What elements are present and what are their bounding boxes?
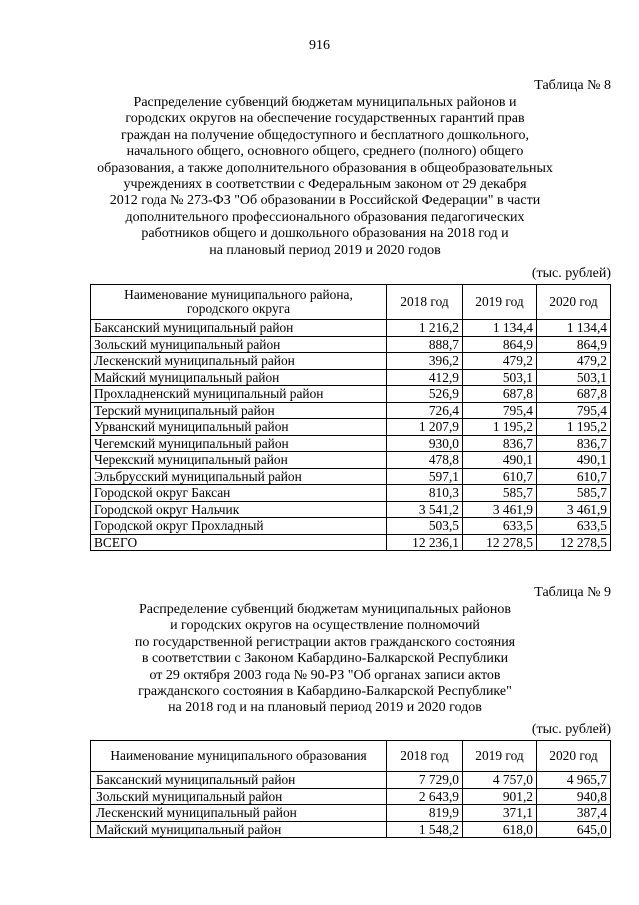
- cell-value: 940,8: [537, 788, 611, 805]
- table-row: [91, 336, 611, 353]
- cell-value: 864,9: [537, 336, 611, 353]
- cell-value: 12 278,5: [537, 534, 611, 551]
- table-row: [91, 821, 611, 838]
- cell-name: Терский муниципальный район: [91, 402, 387, 419]
- cell-value: 836,7: [463, 435, 537, 452]
- cell-value: 930,0: [387, 435, 463, 452]
- title-line: Распределение субвенций бюджетам муниципальных районов и: [133, 95, 517, 110]
- cell-value: 4 965,7: [537, 772, 611, 789]
- table-header-row: [91, 741, 611, 772]
- cell-value: 726,4: [387, 402, 463, 419]
- cell-value: 387,4: [537, 805, 611, 822]
- table-8-unit: (тыс. рублей): [531, 266, 611, 281]
- table-9-title: [60, 602, 590, 717]
- cell-value: 618,0: [463, 821, 537, 838]
- table-row: [91, 452, 611, 469]
- table-row: [91, 320, 611, 337]
- cell-value: 810,3: [387, 485, 463, 502]
- cell-value: 12 278,5: [463, 534, 537, 551]
- page-number: 916: [309, 38, 330, 53]
- title-line: начального общего, основного общего, среднего (полного) общего: [126, 144, 524, 160]
- cell-value: 526,9: [387, 386, 463, 403]
- title-line: работников общего и дошкольного образования на 2018 год и: [141, 226, 509, 242]
- cell-name: Майский муниципальный район: [91, 369, 387, 386]
- cell-name: Прохладненский муниципальный район: [91, 386, 387, 403]
- cell-value: 3 541,2: [387, 501, 463, 518]
- cell-value: 687,8: [537, 386, 611, 403]
- table-row: [91, 386, 611, 403]
- title-line: 2012 года № 273-ФЗ "Об образовании в Российской Федерации" в части: [109, 193, 541, 209]
- cell-value: 396,2: [387, 353, 463, 370]
- table-8-title: [60, 95, 590, 259]
- title-line: по государственной регистрации актов гражданского состояния: [134, 634, 516, 650]
- table-9-label: Таблица № 9: [534, 585, 611, 600]
- cell-name: Зольский муниципальный район: [91, 336, 387, 353]
- cell-name: ВСЕГО: [91, 534, 387, 551]
- column-header-2018: 2018 год: [387, 741, 463, 772]
- cell-value: 633,5: [537, 518, 611, 535]
- table-row: [91, 402, 611, 419]
- table-row: [91, 468, 611, 485]
- table-row: [91, 419, 611, 436]
- cell-value: 610,7: [537, 468, 611, 485]
- title-line: дополнительного профессионального образования педагогических: [125, 209, 525, 225]
- table-row: [91, 772, 611, 789]
- title-line: в соответствии с Законом Кабардино-Балкарской Республики: [141, 651, 509, 667]
- table-header-row: [91, 285, 611, 320]
- cell-name: Баксанский муниципальный район: [91, 320, 387, 337]
- cell-value: 610,7: [463, 468, 537, 485]
- table-row: [91, 518, 611, 535]
- cell-name: Урванский муниципальный район: [91, 419, 387, 436]
- cell-name: Лескенский муниципальный район: [91, 805, 387, 822]
- table-row: [91, 353, 611, 370]
- cell-value: 585,7: [537, 485, 611, 502]
- cell-name: Чегемский муниципальный район: [91, 435, 387, 452]
- cell-value: 1 195,2: [537, 419, 611, 436]
- cell-value: 490,1: [463, 452, 537, 469]
- cell-value: 2 643,9: [387, 788, 463, 805]
- cell-value: 687,8: [463, 386, 537, 403]
- cell-value: 597,1: [387, 468, 463, 485]
- column-header-name: Наименование муниципального района, городского округа: [91, 285, 387, 320]
- title-line: Распределение субвенций бюджетам муниципальных районов: [139, 602, 511, 617]
- cell-value: 1 134,4: [463, 320, 537, 337]
- cell-value: 585,7: [463, 485, 537, 502]
- column-header-2020: 2020 год: [537, 741, 611, 772]
- title-line: гражданского состояния в Кабардино-Балкарской Республике": [138, 684, 512, 700]
- cell-value: 888,7: [387, 336, 463, 353]
- table-9-unit: (тыс. рублей): [531, 722, 611, 737]
- cell-value: 864,9: [463, 336, 537, 353]
- cell-value: 633,5: [463, 518, 537, 535]
- title-line: образования, а также дополнительного образования в общеобразовательных: [97, 160, 553, 176]
- column-header-2019: 2019 год: [463, 741, 537, 772]
- cell-value: 1 216,2: [387, 320, 463, 337]
- title-line: на 2018 год и на плановый период 2019 и 2020 годов: [168, 700, 482, 716]
- table-8: [90, 284, 611, 551]
- table-9: [90, 740, 611, 838]
- cell-name: Городской округ Нальчик: [91, 501, 387, 518]
- table-row: [91, 534, 611, 551]
- cell-value: 3 461,9: [537, 501, 611, 518]
- column-header-2018: 2018 год: [387, 285, 463, 320]
- cell-value: 819,9: [387, 805, 463, 822]
- table-row: [91, 805, 611, 822]
- cell-value: 4 757,0: [463, 772, 537, 789]
- cell-value: 503,5: [387, 518, 463, 535]
- cell-value: 645,0: [537, 821, 611, 838]
- cell-value: 412,9: [387, 369, 463, 386]
- table-row: [91, 501, 611, 518]
- cell-value: 901,2: [463, 788, 537, 805]
- title-line: учреждениях в соответствии с Федеральным законом от 29 декабря: [123, 177, 527, 193]
- cell-value: 7 729,0: [387, 772, 463, 789]
- table-row: [91, 369, 611, 386]
- column-header-2019: 2019 год: [463, 285, 537, 320]
- cell-value: 1 207,9: [387, 419, 463, 436]
- cell-value: 1 134,4: [537, 320, 611, 337]
- table-8-label: Таблица № 8: [534, 78, 611, 93]
- cell-value: 1 548,2: [387, 821, 463, 838]
- table-row: [91, 435, 611, 452]
- title-line: граждан на получение общедоступного и бесплатного дошкольного,: [121, 127, 529, 143]
- cell-name: Майский муниципальный район: [91, 821, 387, 838]
- title-line: городских округов на обеспечение государственных гарантий прав: [125, 111, 525, 127]
- cell-name: Городской округ Баксан: [91, 485, 387, 502]
- cell-value: 836,7: [537, 435, 611, 452]
- cell-name: Эльбрусский муниципальный район: [91, 468, 387, 485]
- cell-name: Зольский муниципальный район: [91, 788, 387, 805]
- column-header-name: Наименование муниципального образования: [91, 741, 387, 772]
- cell-value: 479,2: [537, 353, 611, 370]
- title-line: и городских округов на осуществление полномочий: [170, 618, 480, 634]
- cell-name: Черекский муниципальный район: [91, 452, 387, 469]
- cell-value: 490,1: [537, 452, 611, 469]
- title-line: от 29 октября 2003 года № 90-РЗ "Об органах записи актов: [149, 667, 501, 683]
- cell-value: 503,1: [463, 369, 537, 386]
- cell-name: Баксанский муниципальный район: [91, 772, 387, 789]
- cell-value: 479,2: [463, 353, 537, 370]
- cell-name: Городской округ Прохладный: [91, 518, 387, 535]
- table-row: [91, 485, 611, 502]
- column-header-2020: 2020 год: [537, 285, 611, 320]
- cell-name: Лескенский муниципальный район: [91, 353, 387, 370]
- title-line: на плановый период 2019 и 2020 годов: [209, 242, 441, 258]
- cell-value: 795,4: [537, 402, 611, 419]
- cell-value: 12 236,1: [387, 534, 463, 551]
- cell-value: 1 195,2: [463, 419, 537, 436]
- cell-value: 478,8: [387, 452, 463, 469]
- table-row: [91, 788, 611, 805]
- cell-value: 3 461,9: [463, 501, 537, 518]
- cell-value: 503,1: [537, 369, 611, 386]
- cell-value: 795,4: [463, 402, 537, 419]
- cell-value: 371,1: [463, 805, 537, 822]
